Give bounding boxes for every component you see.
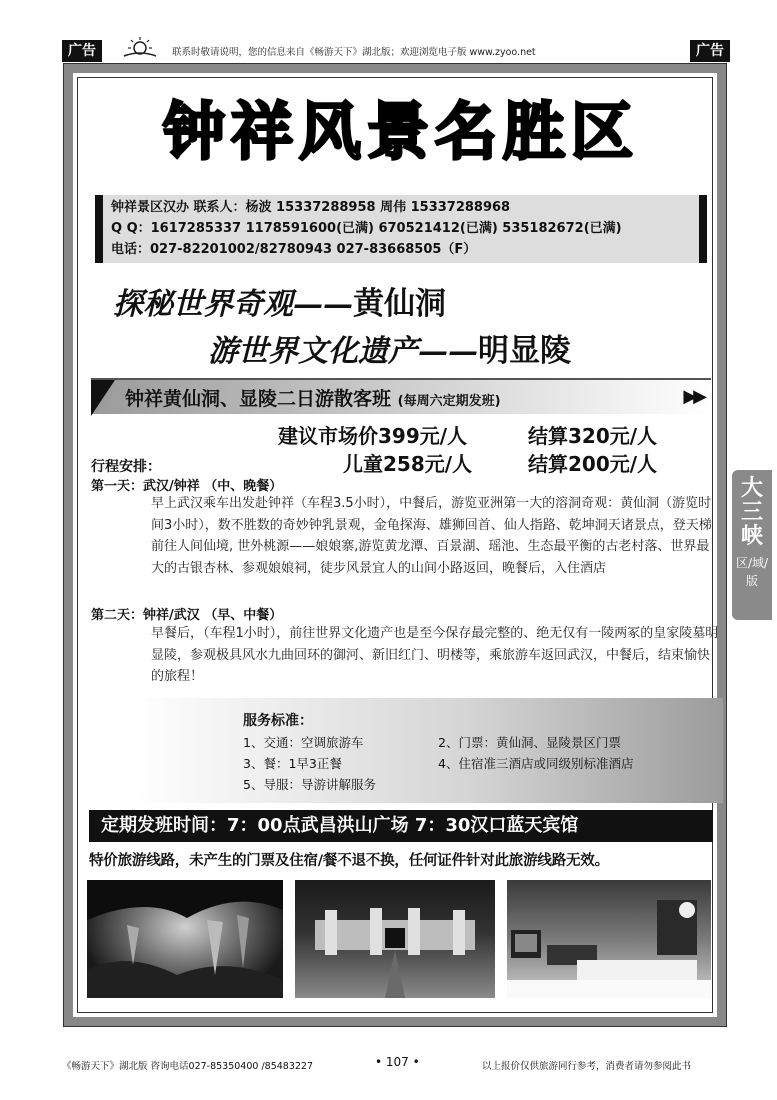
service-item-hotel: 4、住宿准三酒店或同级别标准酒店 <box>438 756 634 771</box>
cave-photo-art <box>87 880 283 998</box>
service-item-guide: 5、导服：导游讲解服务 <box>243 777 376 792</box>
side-tab-main: 大三峡 <box>740 475 763 549</box>
day2-body: 早餐后，（车程1小时），前往世界文化遗产也是至今保存最完整的、绝无仅有一陵两冢的皇家陵墓明显陵，参观极具风水九曲回环的御河、新旧红门、明楼等，乘旅游车返回武汉，中餐后，结束愉快的旅程！ <box>151 626 719 684</box>
top-note: 联系时敬请说明，您的信息来自《畅游天下》湖北版；欢迎浏览电子版 www.zyoo.net <box>172 47 536 58</box>
tour-bar-notch <box>91 380 115 416</box>
price-adult-market: 建议市场价399元/人 <box>278 424 468 448</box>
slogan-2 <box>208 325 571 370</box>
slogan-2-highlight: 明显陵 <box>478 333 571 369</box>
double-arrow-icon: ▶▶ <box>683 386 703 407</box>
service-item-tickets: 2、门票：黄仙洞、显陵景区门票 <box>438 735 621 750</box>
tomb-photo-art <box>295 880 495 998</box>
slogan-2-prefix: 游世界文化遗产—— <box>208 334 478 369</box>
contact-line-2: Q Q：1617285337 1178591600(已满) 670521412(已满) 535182672(已满) <box>111 221 622 236</box>
service-panel <box>83 698 723 803</box>
footer-left: 《畅游天下》湖北版 咨询电话027-85350400 /85483227 <box>62 1061 314 1072</box>
ad-tag-left: 广告 <box>62 40 102 62</box>
notice-text: 特价旅游线路，未产生的门票及住宿/餐不退不换，任何证件针对此旅游线路无效。 <box>89 853 609 869</box>
tour-title-bar <box>91 378 711 414</box>
slogan-1-highlight: 黄仙洞 <box>353 286 446 322</box>
day1-heading: 第一天：武汉/钟祥 （中、晚餐） <box>91 479 283 494</box>
tomb-photo <box>295 880 495 998</box>
tour-title <box>125 384 501 411</box>
page-number: • 107 • <box>375 1055 420 1069</box>
top-strip <box>62 40 730 62</box>
price-child-settle: 结算200元/人 <box>528 452 658 476</box>
service-item-meals: 3、餐：1早3正餐 <box>243 756 342 771</box>
tour-title-text: 钟祥黄仙洞、显陵二日游散客班 <box>125 388 392 410</box>
itinerary-label: 行程安排： <box>91 459 161 475</box>
slogan-1-prefix: 探秘世界奇观—— <box>113 287 353 322</box>
hotel-room-photo <box>507 880 711 998</box>
service-item-transport: 1、交通：空调旅游车 <box>243 735 364 750</box>
contact-box <box>95 195 707 263</box>
contact-line-3: 电话：027-82201002/82780943 027-83668505（F） <box>111 242 477 257</box>
tour-schedule: (每周六定期发班) <box>397 394 501 409</box>
day1-body: 早上武汉乘车出发赴钟祥（车程3.5小时），中餐后，游览亚洲第一大的溶洞奇观：黄仙洞（游览时间3小时），数不胜数的奇妙钟乳景观，金龟探海、雄狮回首、仙人指路、乾坤洞天诸景点，登天梯前往人间仙境, 世外桃源——娘娘寨,游览黄龙潭、百景湖、瑶池、生态最平衡的古老村落、世界最大的古银杏林、参观娘娘祠，徒步风景宜人的山间小路返回，晚餐后，入住酒店 <box>151 496 712 576</box>
ad-frame <box>64 64 726 1026</box>
price-child-market: 儿童258元/人 <box>343 452 473 476</box>
page-title: 钟祥风景名胜区 <box>162 95 639 168</box>
service-title: 服务标准： <box>243 713 313 729</box>
hotel-room-photo-art <box>507 880 711 998</box>
price-adult-settle: 结算320元/人 <box>528 424 658 448</box>
footer-right: 以上报价仅供旅游同行参考，消费者请勿参阅此书 <box>482 1061 692 1072</box>
side-tab-sub: 区/域/版 <box>735 556 769 588</box>
contact-line-1: 钟祥景区汉办 联系人：杨波 15337288958 周伟 15337288968 <box>111 200 511 215</box>
cave-photo <box>87 880 283 998</box>
service-panel-cut <box>83 698 143 803</box>
departure-bar: 定期发班时间：7：00点武昌洪山广场 7：30汉口蓝天宾馆 <box>89 810 713 842</box>
day2-heading: 第二天：钟祥/武汉 （早、中餐） <box>91 608 283 623</box>
sun-logo-icon <box>118 36 162 62</box>
ad-tag-right: 广告 <box>690 40 730 62</box>
slogan-1 <box>113 278 446 323</box>
region-side-tab <box>732 470 772 620</box>
